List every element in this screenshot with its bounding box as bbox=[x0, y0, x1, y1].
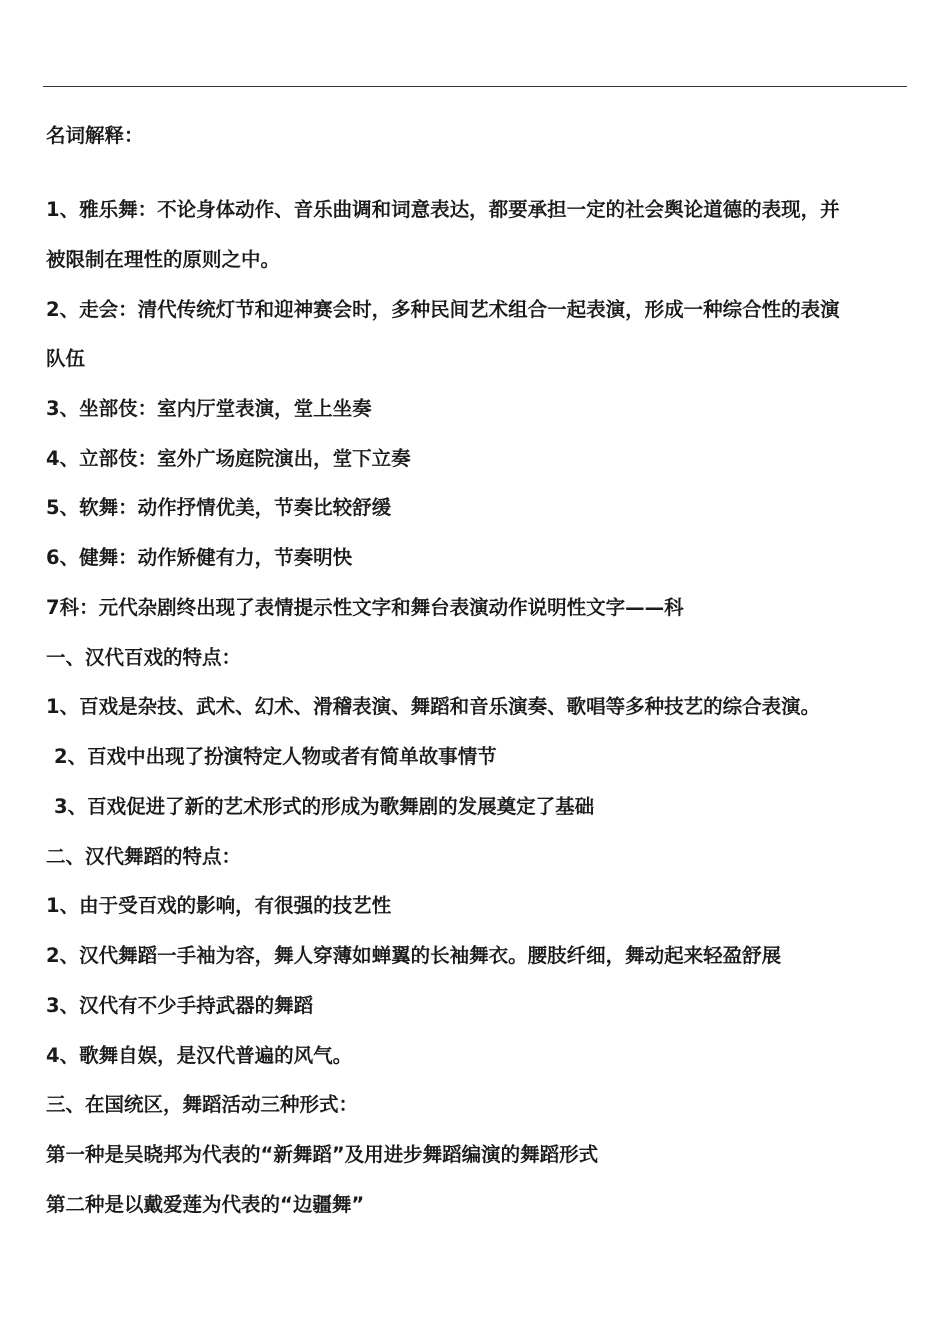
text-line: 2、汉代舞蹈一手袖为容，舞人穿薄如蝉翼的长袖舞衣。腰肢纤细，舞动起来轻盈舒展 bbox=[46, 944, 782, 967]
text-line: 5、软舞：动作抒情优美，节奏比较舒缓 bbox=[46, 496, 392, 519]
text-line: 3、汉代有不少手持武器的舞蹈 bbox=[46, 994, 314, 1017]
text-line: 被限制在理性的原则之中。 bbox=[46, 248, 281, 271]
text-line: 三、在国统区，舞蹈活动三种形式： bbox=[46, 1093, 359, 1116]
text-line: 1、雅乐舞：不论身体动作、音乐曲调和词意表达，都要承担一定的社会舆论道德的表现，并 bbox=[46, 198, 840, 221]
text-line: 二、汉代舞蹈的特点： bbox=[46, 845, 242, 868]
section-heading: 名词解释： bbox=[46, 124, 144, 147]
text-line: 第一种是吴晓邦为代表的“新舞蹈”及用进步舞蹈编演的舞蹈形式 bbox=[46, 1143, 599, 1166]
text-line: 1、由于受百戏的影响，有很强的技艺性 bbox=[46, 894, 392, 917]
text-line: 队伍 bbox=[46, 347, 86, 370]
text-line: 第二种是以戴爱莲为代表的“边疆舞” bbox=[46, 1193, 365, 1216]
text-line: 3、百戏促进了新的艺术形式的形成为歌舞剧的发展奠定了基础 bbox=[54, 795, 595, 818]
header-divider bbox=[43, 86, 907, 87]
text-line: 4、立部伎：室外广场庭院演出，堂下立奏 bbox=[46, 447, 411, 470]
text-line: 4、歌舞自娱，是汉代普遍的风气。 bbox=[46, 1044, 353, 1067]
text-line: 一、汉代百戏的特点： bbox=[46, 646, 242, 669]
text-line: 3、坐部伎：室内厅堂表演，堂上坐奏 bbox=[46, 397, 372, 420]
text-line: 6、健舞：动作矫健有力，节奏明快 bbox=[46, 546, 353, 569]
text-line: 2、百戏中出现了扮演特定人物或者有简单故事情节 bbox=[54, 745, 497, 768]
text-line: 7科：元代杂剧终出现了表情提示性文字和舞台表演动作说明性文字——科 bbox=[46, 596, 684, 619]
text-line: 1、百戏是杂技、武术、幻术、滑稽表演、舞蹈和音乐演奏、歌唱等多种技艺的综合表演。 bbox=[46, 695, 821, 718]
text-line: 2、走会：清代传统灯节和迎神赛会时，多种民间艺术组合一起表演，形成一种综合性的表演 bbox=[46, 298, 840, 321]
